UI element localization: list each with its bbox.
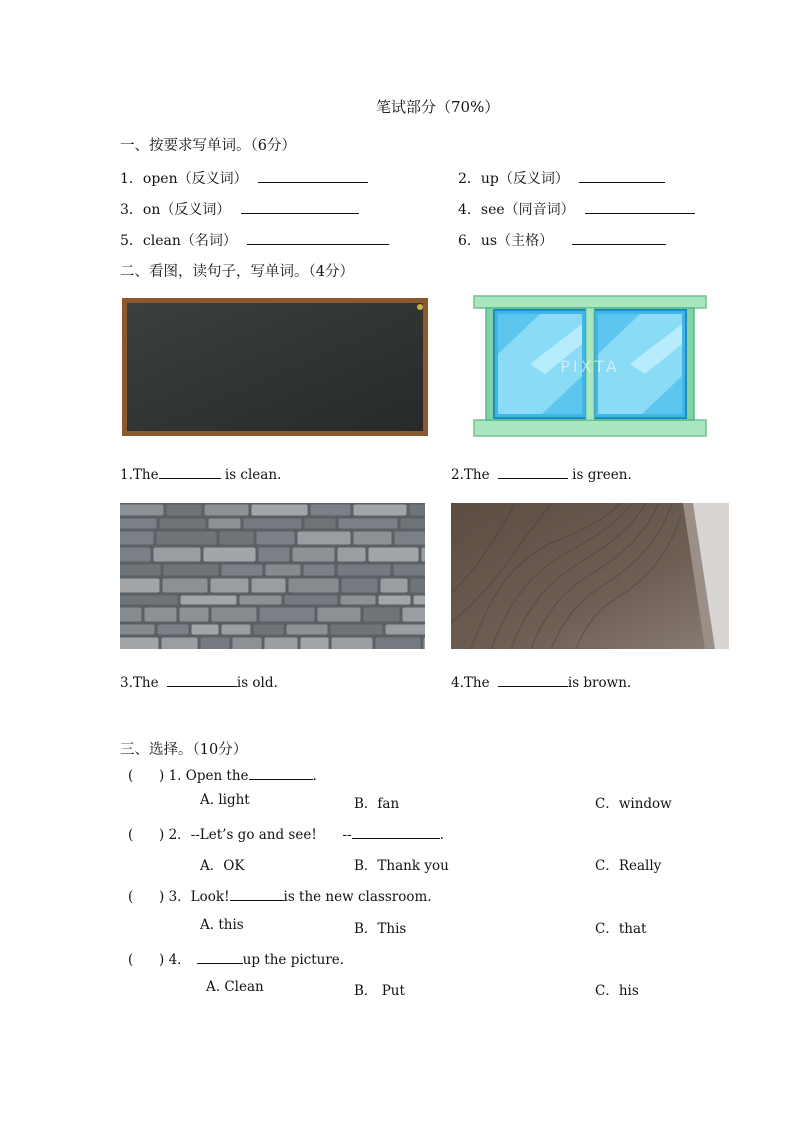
q3-answer-paren[interactable]: ( ) — [128, 889, 165, 905]
stone-block — [354, 505, 407, 516]
stone-block — [201, 638, 230, 650]
q2-option-a[interactable]: A．OK — [200, 858, 245, 874]
stone-block — [254, 625, 284, 635]
stone-block — [233, 638, 262, 650]
stone-block — [158, 625, 189, 635]
q2-answer-paren[interactable]: ( ) — [128, 827, 165, 843]
q2-stem: 2．--Let’s go and see! -- — [168, 827, 352, 843]
stone-block — [376, 638, 421, 650]
stone-block — [162, 638, 198, 650]
stone-block — [120, 505, 164, 516]
caption-4-pre: 4.The — [451, 675, 490, 691]
stone-block — [252, 505, 308, 516]
stone-block — [120, 638, 159, 650]
stone-block — [120, 519, 157, 529]
stone-block — [395, 532, 426, 545]
stone-block — [394, 565, 426, 576]
stone-block — [285, 596, 338, 605]
stone-block — [318, 608, 361, 622]
stone-block — [163, 579, 208, 593]
stone-block — [157, 532, 217, 545]
stone-block — [222, 625, 251, 635]
caption-1-blank[interactable] — [159, 465, 221, 479]
stone-block — [304, 565, 335, 576]
caption-1 — [120, 465, 281, 483]
q3-option-a[interactable]: A. this — [200, 917, 244, 933]
stone-block — [205, 505, 249, 516]
q1-end: . — [312, 768, 317, 784]
q2-blank[interactable] — [352, 825, 440, 839]
q2-end: . — [439, 827, 444, 843]
stone-block — [265, 638, 298, 650]
caption-2-post: is green. — [572, 467, 632, 483]
stone-block — [289, 579, 339, 593]
q4-option-b[interactable]: B． Put — [354, 983, 405, 999]
caption-2 — [451, 465, 632, 483]
stone-block — [211, 579, 249, 593]
s1-item-2-answer-blank[interactable] — [579, 169, 665, 183]
stone-block — [204, 548, 256, 562]
q4-option-a[interactable]: A. Clean — [206, 979, 264, 995]
q3-option-b[interactable]: B．This — [354, 921, 407, 937]
caption-4-blank[interactable] — [498, 673, 568, 687]
stone-block — [220, 532, 254, 545]
stone-block — [212, 608, 257, 622]
stone-block — [244, 519, 302, 529]
stone-block — [301, 638, 329, 650]
stone-block — [331, 625, 383, 635]
q1-blank[interactable] — [249, 766, 313, 780]
caption-3-pre: 3.The — [120, 675, 159, 691]
s1-item-5-answer-blank[interactable] — [247, 231, 389, 245]
stone-block — [364, 608, 400, 622]
stone-block — [386, 625, 426, 635]
stone-block — [240, 596, 282, 605]
q3-stem: 3．Look! — [168, 889, 230, 905]
stone-block — [293, 548, 335, 562]
s1-item-1-answer-blank[interactable] — [258, 169, 368, 183]
stone-block — [403, 608, 426, 622]
q1-option-c[interactable]: C．window — [595, 796, 672, 812]
stone-block — [332, 638, 373, 650]
q4-post: up the picture. — [242, 952, 345, 968]
stone-block — [260, 608, 315, 622]
question-1 — [128, 766, 317, 784]
caption-3 — [120, 673, 278, 691]
caption-1-post: is clean. — [224, 467, 282, 483]
stone-block — [120, 565, 161, 576]
stone-block — [120, 625, 155, 635]
stone-block — [341, 596, 376, 605]
caption-3-blank[interactable] — [167, 673, 237, 687]
stone-block — [257, 532, 295, 545]
stone-block — [339, 519, 398, 529]
stone-block — [120, 532, 154, 545]
s1-item-4-text: 4．see（同音词） — [458, 202, 575, 218]
s1-item-1-text: 1．open（反义词） — [120, 171, 248, 187]
stone-block — [424, 638, 426, 650]
stone-block — [181, 596, 237, 605]
section-1-heading: 一、按要求写单词。（6分） — [120, 138, 296, 154]
s1-item-6-text: 6．us（主格） — [458, 233, 554, 249]
stone-block — [145, 608, 177, 622]
stone-block — [338, 565, 391, 576]
q4-blank[interactable] — [197, 950, 243, 964]
q4-stem: 4． — [168, 952, 191, 968]
stone-block — [381, 579, 408, 593]
stone-block — [266, 565, 301, 576]
stone-block — [338, 548, 366, 562]
s1-item-3-text: 3．on（反义词） — [120, 202, 231, 218]
stone-block — [120, 548, 151, 562]
stone-block — [160, 519, 206, 529]
stone-block — [422, 548, 426, 562]
stone-block — [154, 548, 201, 562]
s1-item-6 — [458, 230, 666, 250]
s1-item-2 — [458, 168, 665, 188]
stone-block — [287, 625, 328, 635]
stone-block — [410, 505, 426, 516]
stone-block — [252, 579, 286, 593]
s1-item-4 — [458, 199, 695, 219]
caption-4-post: is brown. — [567, 675, 632, 691]
page-title: 笔试部分（70%） — [376, 98, 500, 116]
s1-item-5 — [120, 230, 389, 250]
question-3 — [128, 885, 432, 905]
s1-item-6-answer-blank[interactable] — [572, 231, 666, 245]
caption-2-pre: 2.The — [451, 467, 490, 483]
s1-item-3 — [120, 199, 359, 219]
stone-block — [311, 505, 351, 516]
stone-block — [222, 565, 263, 576]
caption-2-blank[interactable] — [498, 465, 568, 479]
stone-block — [369, 548, 419, 562]
q3-post: is the new classroom. — [283, 889, 432, 905]
stone-block — [298, 532, 351, 545]
caption-1-pre: 1.The — [120, 467, 159, 483]
q1-option-a[interactable]: A. light — [200, 792, 250, 808]
stone-block — [120, 608, 142, 622]
caption-3-post: is old. — [236, 675, 278, 691]
stone-block — [209, 519, 241, 529]
watermark-text: PIXTA — [560, 357, 620, 376]
question-2 — [128, 823, 444, 843]
q1-stem: 1. Open the — [168, 768, 249, 784]
stone-block — [305, 519, 336, 529]
stone-block — [192, 625, 219, 635]
stone-block — [259, 548, 290, 562]
stone-block — [342, 579, 378, 593]
stone-block — [120, 596, 178, 605]
q1-option-b[interactable]: B．fan — [354, 796, 400, 812]
q2-option-c[interactable]: C．Really — [595, 858, 662, 874]
stone-block — [164, 565, 219, 576]
q2-option-b[interactable]: B．Thank you — [354, 858, 449, 874]
s1-item-2-text: 2．up（反义词） — [458, 171, 569, 187]
stone-block — [167, 505, 202, 516]
blackboard-image — [120, 296, 430, 438]
s1-item-5-text: 5．clean（名词） — [120, 233, 237, 249]
q3-option-c[interactable]: C．that — [595, 921, 647, 937]
q1-answer-paren[interactable]: ( ) — [128, 768, 165, 784]
section-3-heading: 三、选择。（10分） — [120, 742, 248, 758]
stone-block — [379, 596, 411, 605]
s1-item-4-answer-blank[interactable] — [585, 200, 695, 214]
stone-block — [180, 608, 209, 622]
q4-answer-paren[interactable]: ( ) — [128, 952, 165, 968]
stone-block — [120, 579, 160, 593]
section-2-heading: 二、看图，读句子，写单词。（4分） — [120, 264, 354, 280]
question-4 — [128, 948, 344, 968]
stone-block — [401, 519, 426, 529]
q3-blank[interactable] — [230, 887, 284, 901]
stone-block — [411, 579, 426, 593]
s1-item-3-answer-blank[interactable] — [241, 200, 359, 214]
s1-item-1 — [120, 168, 368, 188]
window-image — [470, 294, 710, 440]
q4-option-c[interactable]: C．his — [595, 983, 639, 999]
caption-4 — [451, 673, 631, 691]
stone-block — [354, 532, 392, 545]
stone-wall-image — [120, 503, 425, 649]
wood-floor-image — [451, 503, 729, 649]
stone-block — [414, 596, 426, 605]
